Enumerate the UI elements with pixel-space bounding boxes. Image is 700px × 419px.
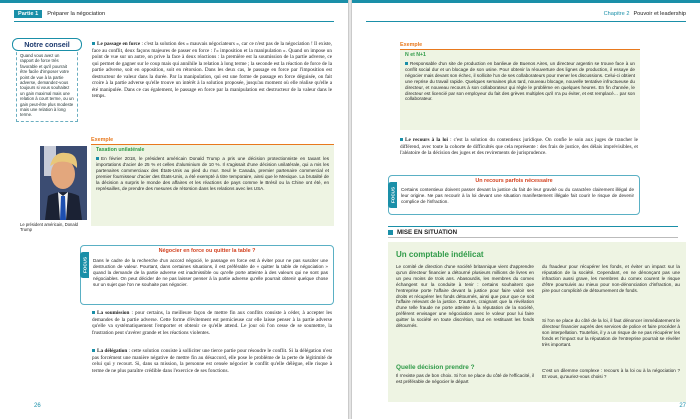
bullet-square-icon xyxy=(92,42,95,45)
example-label: Exemple xyxy=(91,137,114,143)
bullet-square-icon xyxy=(405,62,408,65)
part-badge: Partie 1 xyxy=(14,10,42,18)
header-rule xyxy=(366,21,686,22)
part-title: Préparer la négociation xyxy=(47,11,106,17)
focus-text: Certains contentieux doivent passer devant la justice du fait de leur gravité ou du caractère clairement illégal de leur origine. Ne pas recourir à la loi devant une situation manifestement illégale fait courir le risque de devenir complice de l'infraction. xyxy=(401,187,634,204)
example-title: N et N+1 xyxy=(405,52,426,58)
bullet-square-icon xyxy=(400,138,403,141)
page-number: 26 xyxy=(34,403,41,409)
passage-paragraph: Le passage en force : c'est la solution des « mauvais négociateurs », car ce n'est pas de la négociation ! Il existe, face au conflit, deux façons majeures de passer en force : l'« imposition et la manipulation ». Quand on impose un point de vue sur un autre, on prive la face à deux réactions : la première est la soumission de la partie adverse, ce qui permet de gagner sur le coup mais qui annihile la relation à long terme ; la seconde est la réaction de force de la partie adverse, soit en opposition, soit en rétorsion. Dans les deux cas, le passage en force par l'imposition est destructeur de valeur dans la durée. Par la manipulation, qui est une forme de passage en force déguisée, on fait croire à la partie adverse qu'elle trouve un intérêt à la solution proposée, jusqu'au moment où elle réalise qu'elle a été manipulée. Dans ce cas également, le passage en force par la manipulation est destructeur de la valeur dans le temps. xyxy=(92,41,332,99)
mise-col2a: du fraudeur pour récupérer les fonds, et éviter un impact sur la réputation de la société. Cependant, en ne dénonçant pas une infraction aussi grave, les membres du comex courent le risque d'être poursuivis au mieux pour non-dénonciation d'infraction, au pire pour complicité de détournement de fonds. xyxy=(542,264,680,293)
left-header xyxy=(14,8,105,20)
delegation-paragraph: La délégation : cette solution consiste à solliciter une tierce partie pour résoudre le conflit. Si la délégation n'est pas forcément une manière négative de mettre fin au désaccord, elle pose le problème de la perte de légitimité de celui qui y recourt. Si, dans sa mission, la personne est censée négocier le conflit qu'elle délègue, elle risque à terme de ne plus paraître crédible dans l'exercice de ses fonctions. xyxy=(92,348,332,374)
portrait-image xyxy=(40,146,87,220)
question-text: Il n'existe pas de bon choix. Si l'on ne place du côté de l'efficacité, il est préférable de négocier le départ xyxy=(396,373,534,384)
right-header xyxy=(604,8,686,20)
conseil-box xyxy=(12,38,82,122)
right-page xyxy=(352,0,700,419)
top-rule xyxy=(0,0,348,3)
focus-box xyxy=(80,245,334,305)
page-number: 27 xyxy=(679,403,686,409)
focus-box xyxy=(388,175,640,215)
chapter-label: Chapitre 2 xyxy=(603,11,630,17)
mise-title: Un comptable indélicat xyxy=(396,250,484,259)
chapter-title: Pouvoir et leadership xyxy=(633,11,686,17)
left-page xyxy=(0,0,348,419)
focus-title: Négocier en force ou quitter la table ? xyxy=(158,248,256,254)
mise-square-icon xyxy=(388,230,393,235)
mise-box xyxy=(388,242,686,402)
mise-col1: Le comité de direction d'une société britannique vient d'apprendre qu'un directeur financier a détourné plusieurs millions de livres en un peu moins de trois ans. Abasourdis, les membres du comex échangent sur la conduite à tenir : certains souhaitent que l'entreprise porte l'affaire devant la justice pour faire valoir ses droits et récupérer les fonds détournés, ainsi que pour que ce soit l'affaire relevant de la justice. D'autres, craignant que la révélation d'une telle fraude ne porte atteinte à la réputation de la société, préfèrent envisager une négociation avec le voleur pour lui faire quitter la société en toute discrétion, tout en restituant les fonds détournés. xyxy=(396,264,534,329)
photo-caption: Le président américain, Donald Trump xyxy=(20,222,78,232)
focus-tab: FOCUS xyxy=(80,252,89,278)
top-rule xyxy=(352,0,700,3)
example-box xyxy=(400,50,640,130)
mise-col2c: C'est un dilemme complexe : recours à la loi ou à la négociation ? Et vous, qu'auriez-vous choisi ? xyxy=(542,368,680,379)
conseil-title: Notre conseil xyxy=(12,38,82,51)
bullet-square-icon xyxy=(96,157,99,160)
example-title: Taxation unilatérale xyxy=(96,147,145,153)
header-rule xyxy=(14,21,334,22)
recours-paragraph: Le recours à la loi : c'est la solution du contentieux juridique. On confie le soin aux juges de trancher le différend, avec toute la cohorte de difficultés que cela représente : des frais de justice, des délais imprévisibles, et l'aléatoire de la décision des juges et des revirements de jurisprudence. xyxy=(400,137,638,156)
example-label: Exemple xyxy=(400,42,423,48)
example-text: En février 2018, le président américain Donald Trump a pris une décision protectionniste en taxant les importations d'acier de 25 % et celles d'aluminium de 10 %. Il s'agissait d'une décision unilatérale, qui a mis les partenaires commerciaux des États-Unis au pied du mur. Seul le Canada, premier partenaire commercial et premier fournisseur d'acier des États-Unis, a été exempté à titre temporaire, ainsi que le Mexique. La brutalité de la décision a surpris le monde des affaires et les réactions de pays comme le Brésil ou la Chine ont été, en représailles, de prendre des mesures de rétorsion dans les relations avec les USA. xyxy=(96,156,329,191)
conseil-text: Quand vous avez un rapport de force très favorable et qu'il pourrait être facile d'imposer votre point de vue à la partie adverse, demandez-vous toujours si vous souhaitez un gain maximal mais une relation à court terme, ou un gain peut-être plus modeste mais une relation à long terme. xyxy=(16,47,78,122)
bullet-square-icon xyxy=(92,349,95,352)
focus-tab: FOCUS xyxy=(388,182,397,208)
mise-col2b: Si l'on se place du côté de la loi, il faut dénoncer immédiatement le directeur financier auprès des services de police et faire procéder à son interpellation. Toutefois, il y a un risque de ne pas récupérer les fonds et l'impact sur la réputation de l'entreprise pourrait se révéler très important. xyxy=(542,318,680,347)
mise-section-title: MISE EN SITUATION xyxy=(397,228,458,236)
trump-photo xyxy=(40,146,87,220)
example-box xyxy=(91,145,334,226)
focus-text: Dans le cadre de la recherche d'un accord négocié, le passage en force est à éviter pour ne pas susciter une destruction de valeur. Pourtant, dans certaines situations, il est préférable de « quitter la table de négociation » quand la demande de la partie adverse est inadmissible ou qu'elle porte atteinte à des valeurs qui ne sont pas négociables. On peut décider de ne pas laisser penser à la partie adverse qu'elle pourrait obtenir quelque chose sur un sujet que l'on ne souhaite pas négocier. xyxy=(93,258,328,287)
soumission-paragraph: La soumission : pour certains, la meilleure façon de mettre fin aux conflits consiste à céder, à accepter les demandes de la partie adverse. Cette forme d'évitement est pernicieuse car elle laisse penser à la partie adverse qu'elle va systématiquement l'emporter et obtenir ce qu'elle attend. Le jour où l'on cesse de se soumettre, la frustration peut s'avérer grande et les réactions violentes. xyxy=(92,310,332,336)
question-title: Quelle décision prendre ? xyxy=(396,364,475,371)
mise-section-header xyxy=(388,226,678,238)
focus-title: Un recours parfois nécessaire xyxy=(475,178,553,184)
bullet-square-icon xyxy=(92,311,95,314)
example-text: Responsable d'un site de production en banlieue de Buenos Aires, un directeur argentin se trouve face à un conflit social dur et un blocage de son usine. Pour obtenir la réouverture des lignes de production, il essaye de négocier mais devant son échec, il sollicite l'un de ses collaborateurs pour mener les discussions. Celui-ci obtient une reprise du travail rapide. Quelques semaines plus tard, nouveau blocage, nouvelle tentative infructueuse du directeur, et nouveau recours à son collaborateur qui règle le problème en quelques heures. En fin d'année, le directeur est licencié par son employeur du fait des grèves multiples qu'il n'a pu éviter, et est remplacé… par son collaborateur. xyxy=(405,61,635,102)
